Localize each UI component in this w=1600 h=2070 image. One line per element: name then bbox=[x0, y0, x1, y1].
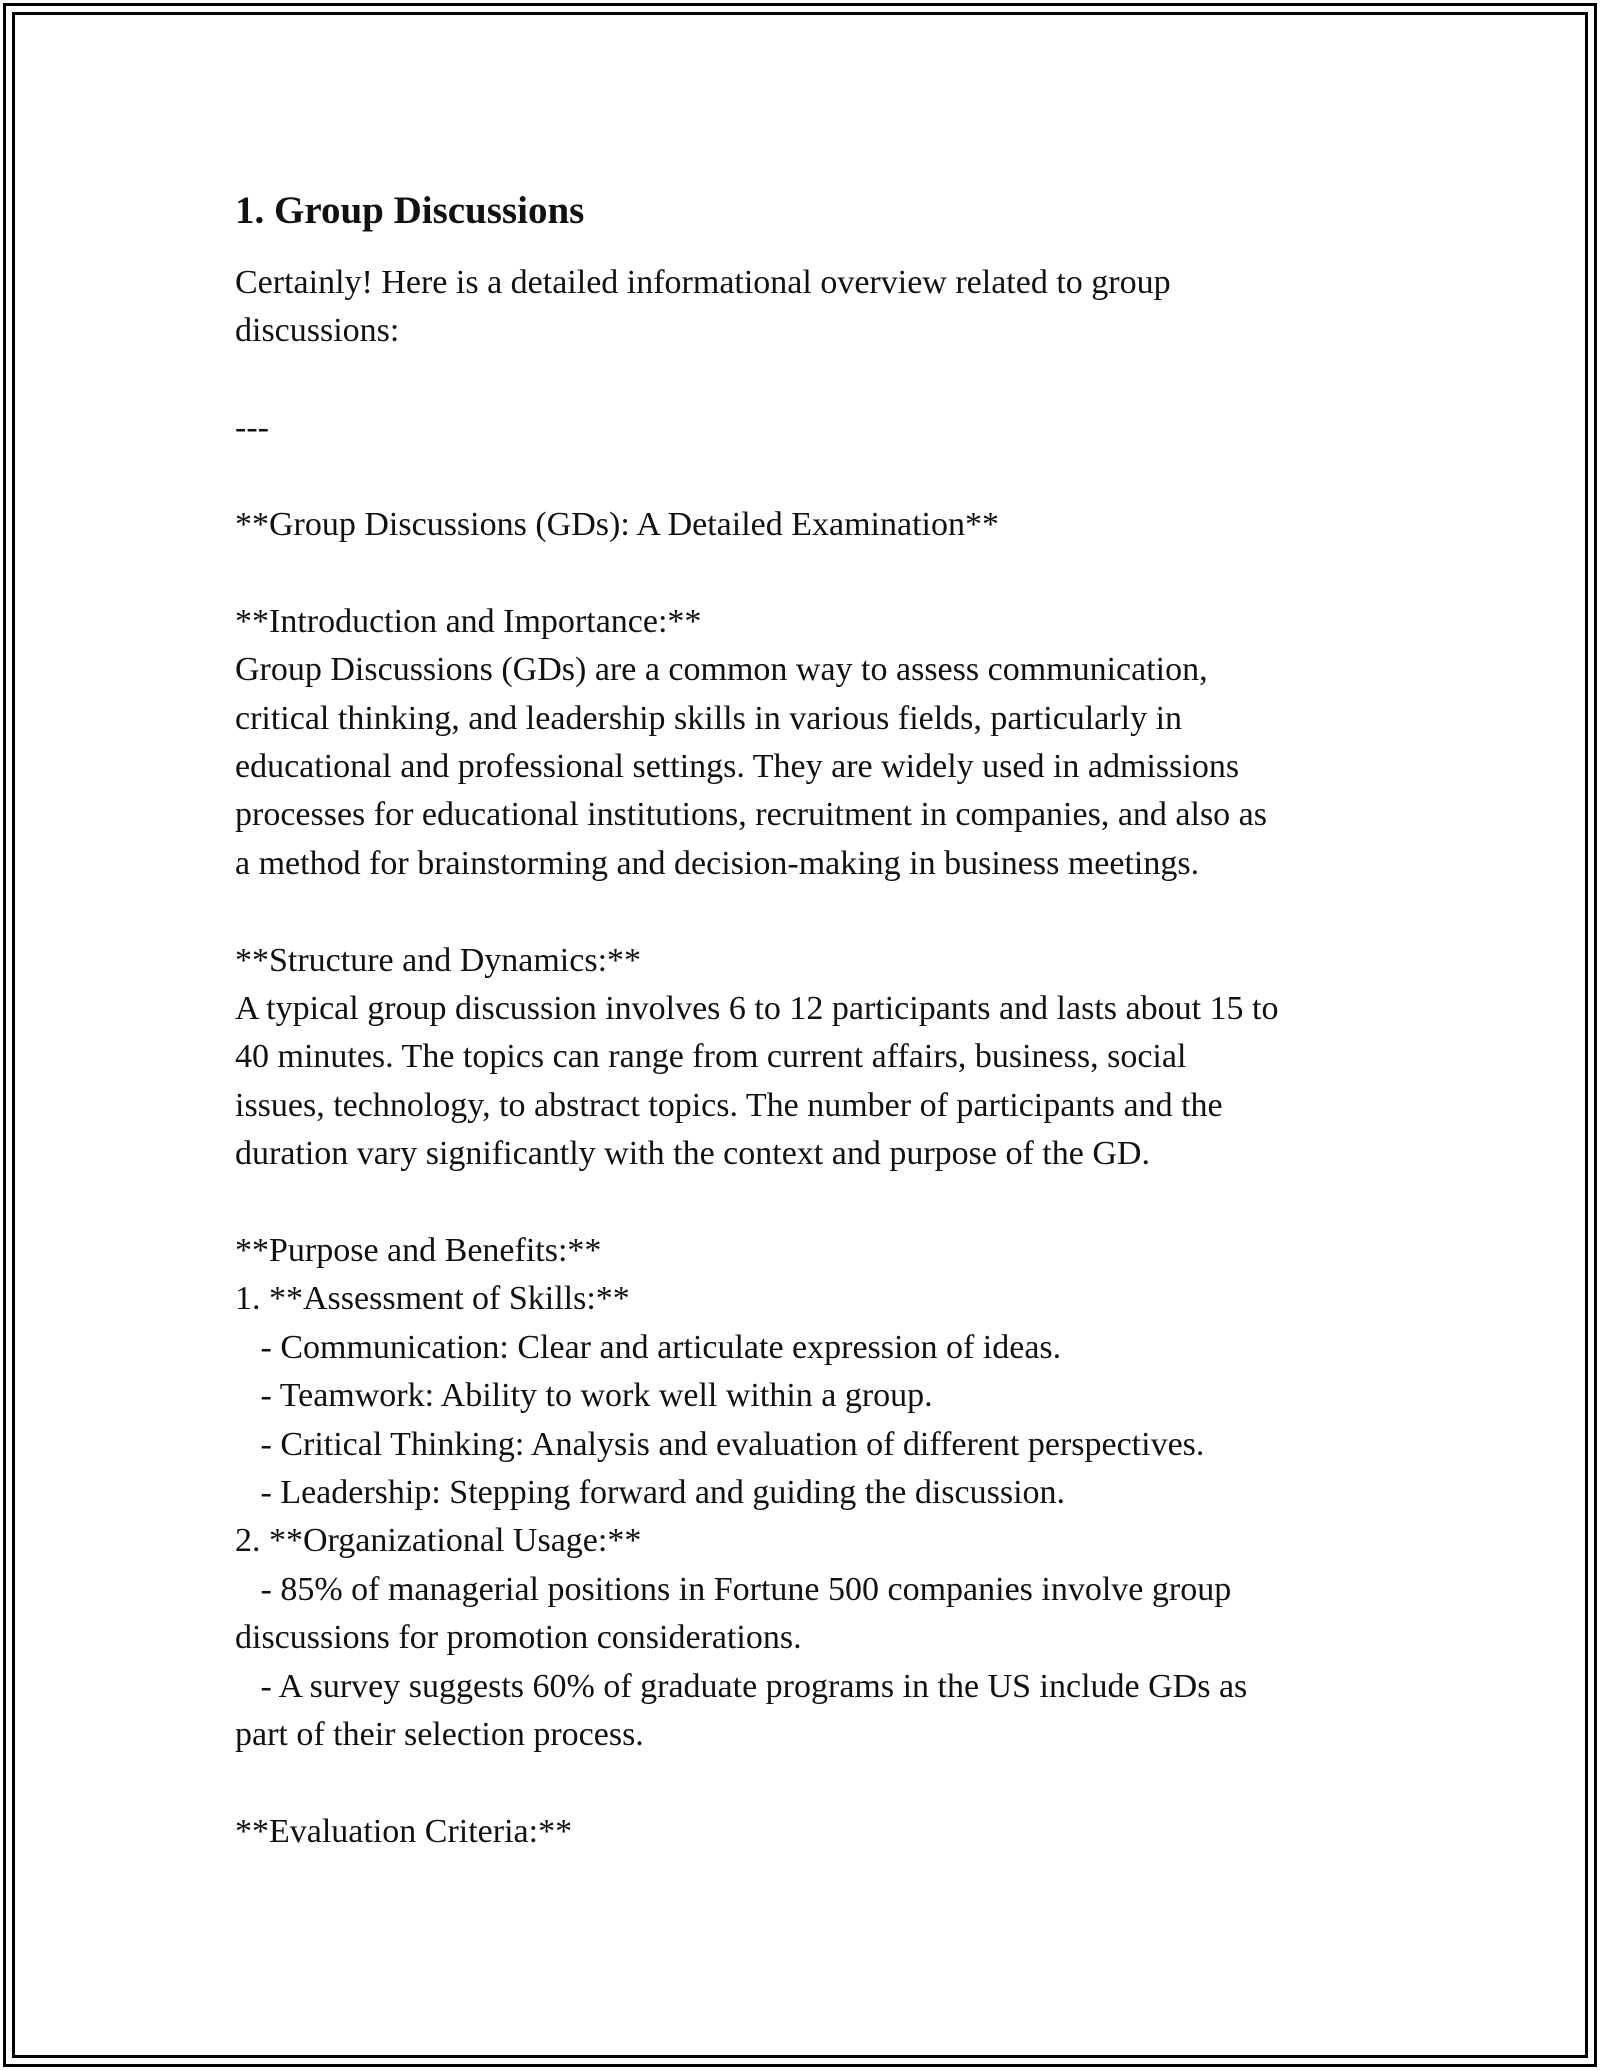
list-item: 2. **Organizational Usage:** bbox=[235, 1522, 642, 1560]
sub-list-item: - Critical Thinking: Analysis and evaluation of different perspectives. bbox=[235, 1425, 1205, 1463]
subheading-purpose: **Purpose and Benefits:** bbox=[235, 1232, 602, 1270]
blank-line bbox=[235, 1760, 1385, 1808]
text-line: part of their selection process. bbox=[235, 1716, 644, 1754]
separator-line: --- bbox=[235, 409, 269, 447]
text-line: a method for brainstorming and decision-making in business meetings. bbox=[235, 844, 1200, 882]
section-heading: 1. Group Discussions bbox=[235, 189, 585, 232]
subheading-structure: **Structure and Dynamics:** bbox=[235, 941, 642, 979]
document-title-line: **Group Discussions (GDs): A Detailed Examination** bbox=[235, 506, 999, 543]
blank-line bbox=[235, 453, 1385, 501]
subheading-introduction: **Introduction and Importance:** bbox=[235, 602, 702, 640]
sub-list-item: - 85% of managerial positions in Fortune 500 companies involve group bbox=[235, 1570, 1232, 1608]
document-text bbox=[235, 259, 1385, 1856]
text-line: 40 minutes. The topics can range from current affairs, business, social bbox=[235, 1038, 1187, 1076]
text-line: issues, technology, to abstract topics. The number of participants and the bbox=[235, 1086, 1223, 1124]
text-line: processes for educational institutions, recruitment in companies, and also as bbox=[235, 796, 1268, 834]
sub-list-item: - Teamwork: Ability to work well within a group. bbox=[235, 1377, 933, 1415]
list-item: 1. **Assessment of Skills:** bbox=[235, 1280, 630, 1318]
text-line: critical thinking, and leadership skills in various fields, particularly in bbox=[235, 699, 1183, 737]
blank-line bbox=[235, 1179, 1385, 1227]
blank-line bbox=[235, 888, 1385, 936]
text-line: A typical group discussion involves 6 to 12 participants and lasts about 15 to bbox=[235, 990, 1279, 1028]
sub-list-item: - Communication: Clear and articulate expression of ideas. bbox=[235, 1328, 1062, 1366]
subheading-evaluation: **Evaluation Criteria:** bbox=[235, 1812, 573, 1850]
text-line: discussions for promotion considerations. bbox=[235, 1619, 802, 1657]
text-line: Group Discussions (GDs) are a common way to assess communication, bbox=[235, 651, 1208, 689]
text-line: duration vary significantly with the context and purpose of the GD. bbox=[235, 1135, 1150, 1173]
text-line: Certainly! Here is a detailed informational overview related to group bbox=[235, 264, 1171, 301]
text-line: discussions: bbox=[235, 312, 400, 350]
sub-list-item: - A survey suggests 60% of graduate programs in the US include GDs as bbox=[235, 1667, 1248, 1705]
blank-line bbox=[235, 356, 1385, 404]
blank-line bbox=[235, 549, 1385, 597]
sub-list-item: - Leadership: Stepping forward and guiding the discussion. bbox=[235, 1474, 1066, 1512]
document-body bbox=[235, 185, 1385, 1856]
text-line: educational and professional settings. They are widely used in admissions bbox=[235, 748, 1240, 786]
